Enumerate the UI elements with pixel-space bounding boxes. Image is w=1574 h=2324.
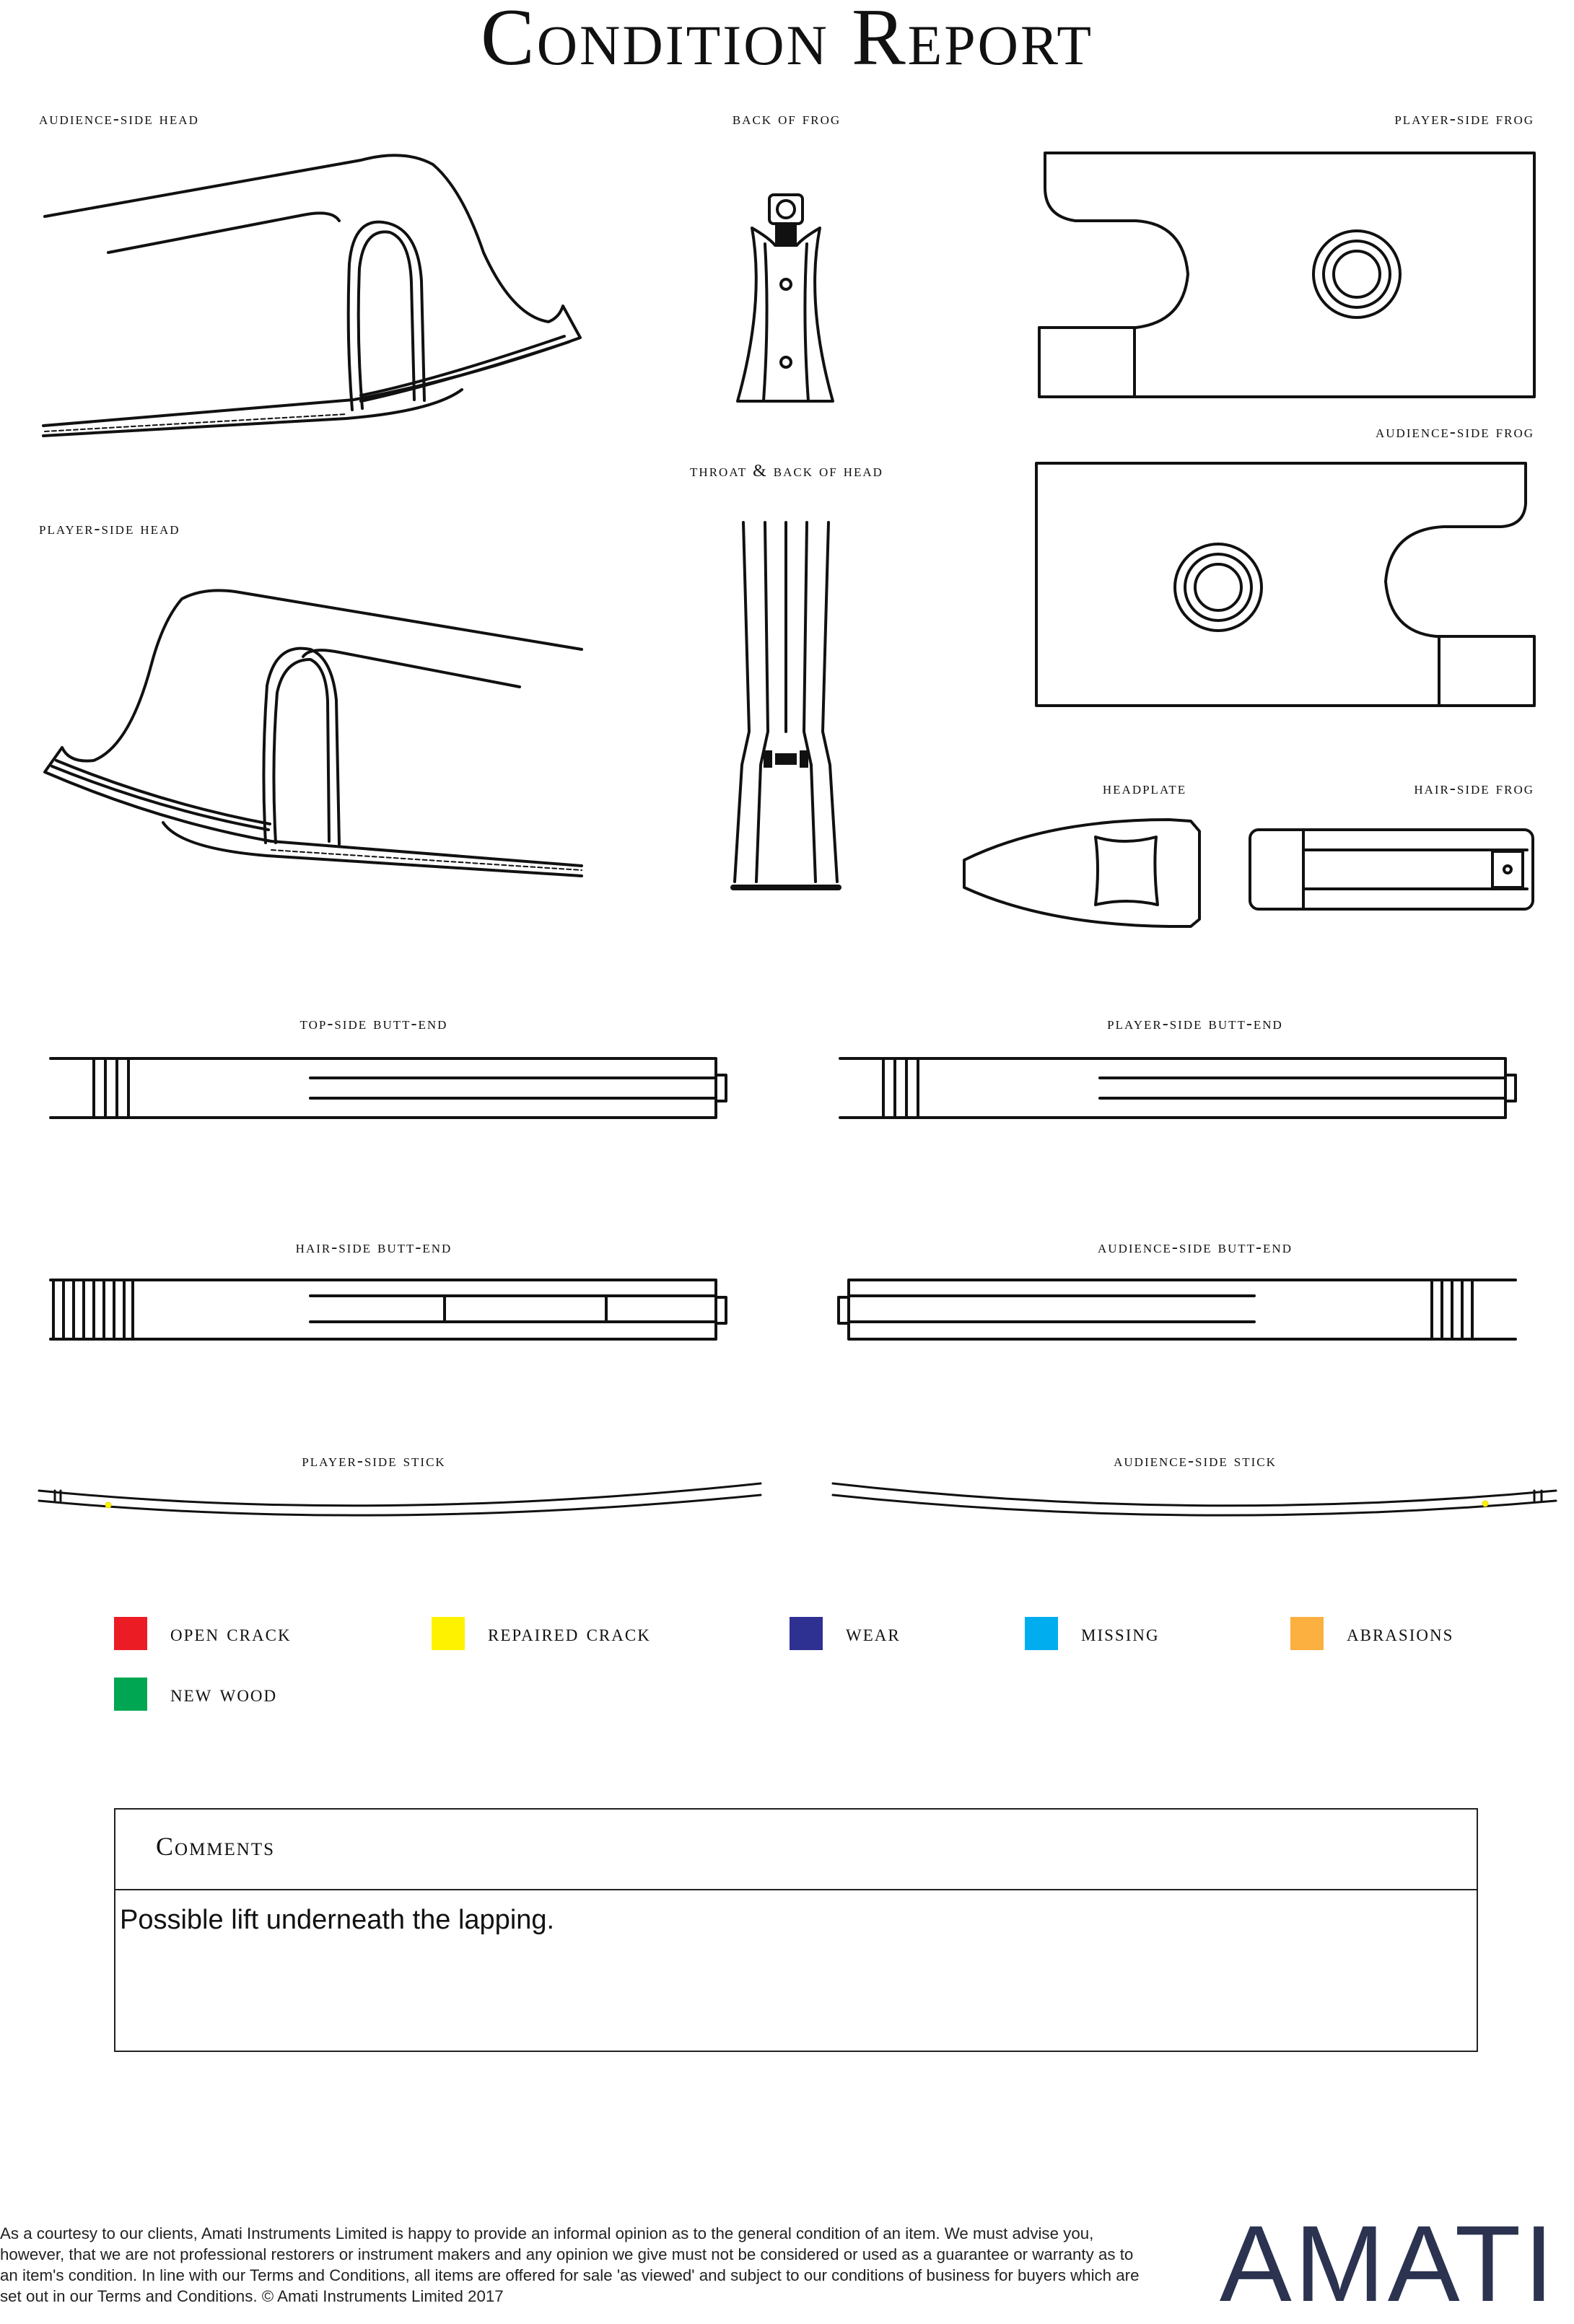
- audience-side-butt-end-diagram: [839, 1280, 1516, 1339]
- disclaimer-text: As a courtesy to our clients, Amati Instruments Limited is happy to provide an informal opinion as to the general condition of an item. We must advise you, however, that we are not professional restorers or instrument makers and any opinion we give must not be considered or used as a guarantee or warranty as to an item's condition. In line with our Terms and Conditions, all items are offered for sale 'as viewed' and subject to our conditions of business for buyers which are set out in our Terms and Conditions. © Amati Instruments Limited 2017: [0, 2224, 1140, 2305]
- label-back-of-frog: back of frog: [732, 110, 841, 128]
- player-side-head-diagram: [45, 590, 582, 876]
- comments-heading: Comments: [156, 1832, 276, 1861]
- page-title: Condition Report: [481, 0, 1093, 82]
- legend-label-repaired-crack: repaired crack: [488, 1620, 651, 1646]
- legend-label-open-crack: open crack: [170, 1620, 292, 1646]
- hair-side-butt-end-diagram: [51, 1280, 726, 1339]
- legend-swatch-missing: [1025, 1617, 1058, 1650]
- label-audience-side-frog: audience-side frog: [1376, 423, 1534, 442]
- player-side-butt-end-diagram: [840, 1058, 1516, 1118]
- legend-swatch-open-crack: [114, 1617, 147, 1650]
- label-player-side-stick: player-side stick: [302, 1452, 446, 1470]
- legend-label-abrasions: abrasions: [1347, 1620, 1454, 1646]
- legend-item-missing: [1025, 1616, 1160, 1651]
- legend-swatch-abrasions: [1290, 1617, 1324, 1650]
- back-of-frog-diagram: [738, 195, 833, 401]
- headplate-diagram: [964, 820, 1199, 926]
- audience-side-stick-diagram: [833, 1483, 1556, 1515]
- legend-item-abrasions: [1290, 1616, 1453, 1651]
- label-player-side-butt-end: player-side butt-end: [1107, 1014, 1283, 1033]
- comments-text: Possible lift underneath the lapping.: [120, 1905, 555, 1935]
- label-audience-side-butt-end: audience-side butt-end: [1098, 1238, 1293, 1257]
- amati-logo: AMATI: [1219, 2203, 1557, 2324]
- legend-item-open-crack: [114, 1616, 292, 1651]
- hair-side-frog-diagram: [1250, 830, 1533, 909]
- comments-box: [114, 1808, 1478, 2052]
- audience-side-head-diagram: [43, 155, 580, 436]
- player-side-stick-diagram: [39, 1483, 761, 1515]
- comments-header: [115, 1810, 1477, 1890]
- label-audience-side-stick: audience-side stick: [1114, 1452, 1277, 1470]
- label-hair-side-frog: hair-side frog: [1414, 779, 1534, 798]
- label-hair-side-butt-end: hair-side butt-end: [295, 1238, 452, 1257]
- label-player-side-head: player-side head: [39, 519, 180, 538]
- top-side-butt-end-diagram: [51, 1058, 726, 1118]
- legend-label-new-wood: new wood: [170, 1680, 278, 1707]
- label-headplate: headplate: [1102, 779, 1187, 798]
- legend-item-new-wood: [114, 1677, 277, 1711]
- throat-back-of-head-diagram: [733, 522, 839, 887]
- audience-side-frog-diagram: [1036, 463, 1534, 706]
- legend-swatch-repaired-crack: [432, 1617, 465, 1650]
- legend-label-missing: missing: [1081, 1620, 1160, 1646]
- legend-item-wear: [790, 1616, 901, 1651]
- legend-swatch-new-wood: [114, 1678, 147, 1711]
- legend-label-wear: wear: [846, 1620, 901, 1646]
- label-top-side-butt-end: top-side butt-end: [300, 1014, 448, 1033]
- legend-item-repaired-crack: [432, 1616, 651, 1651]
- label-player-side-frog: player-side frog: [1394, 110, 1534, 128]
- player-side-frog-diagram: [1039, 153, 1534, 397]
- label-throat-back-of-head: throat & back of head: [690, 462, 883, 481]
- legend-swatch-wear: [790, 1617, 823, 1650]
- label-audience-side-head: audience-side head: [39, 110, 199, 128]
